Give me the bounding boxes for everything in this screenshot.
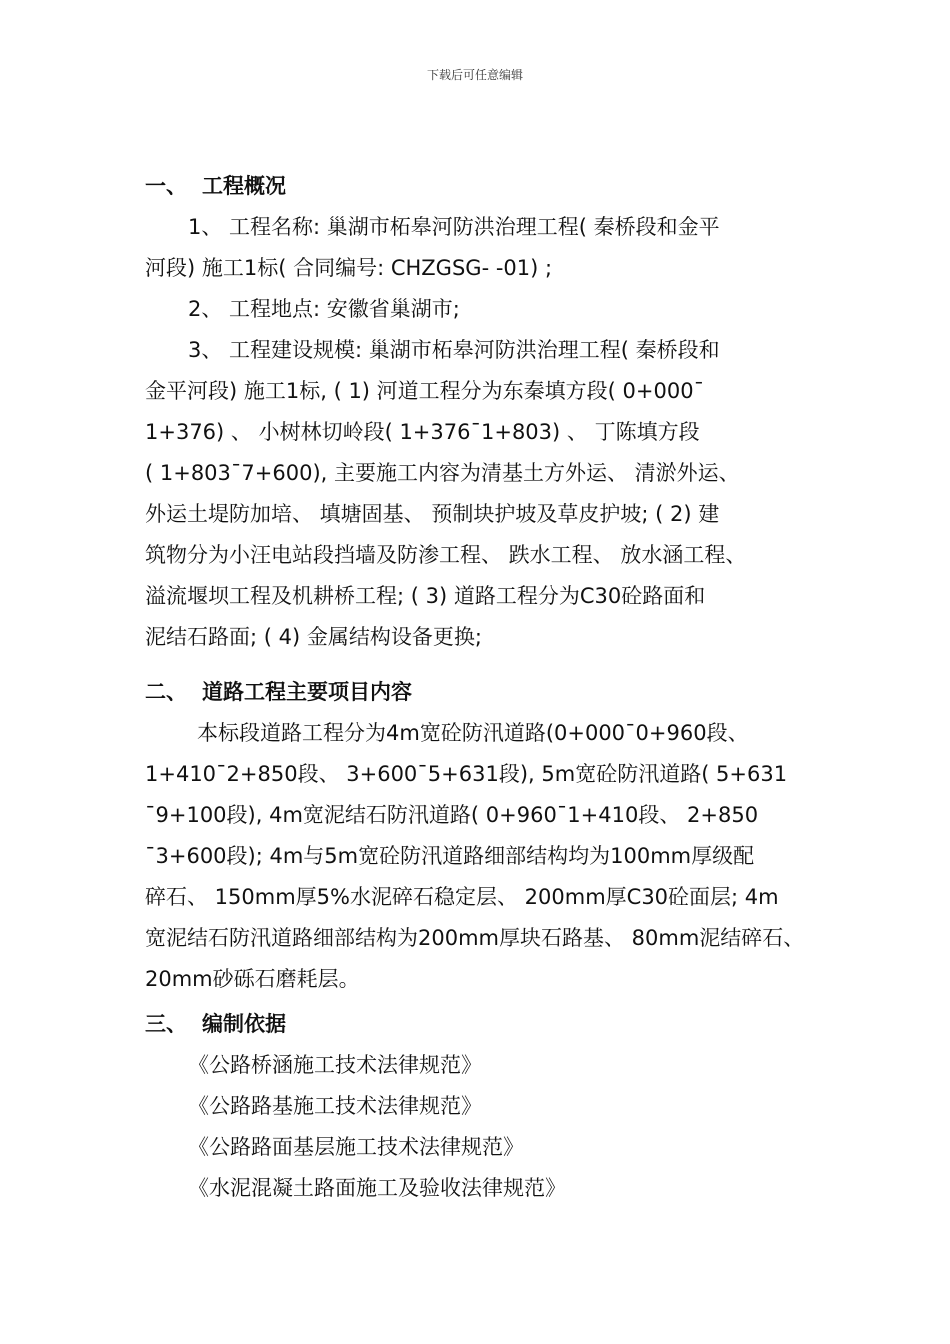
section-number: 三、 — [145, 1012, 187, 1036]
reference-item: 《水泥混凝土路面施工及验收法律规范》 — [188, 1176, 566, 1200]
reference-item: 《公路桥涵施工技术法律规范》 — [188, 1053, 482, 1077]
section-heading: 工程概况 — [202, 174, 286, 198]
page-header: 下载后可任意编辑 — [426, 68, 523, 82]
reference-item: 《公路路基施工技术法律规范》 — [188, 1094, 482, 1118]
text-line: 筑物分为小汪电站段挡墙及防渗工程、 跌水工程、 放水涵工程、 — [145, 543, 747, 567]
document-body — [145, 166, 825, 1209]
text-line: 本标段道路工程分为4m宽砼防汛道路(0+000¯0+960段、 — [197, 721, 749, 745]
text-line: 20mm砂砾石磨耗层。 — [145, 967, 360, 991]
text-line: 泥结石路面; ( 4) 金属结构设备更换; — [145, 625, 482, 649]
section-heading: 编制依据 — [202, 1012, 286, 1036]
reference-list — [145, 1045, 825, 1209]
text-line: 3、 工程建设规模: 巢湖市柘皋河防洪治理工程( 秦桥段和 — [188, 338, 720, 362]
section-title — [145, 672, 825, 713]
text-line: 溢流堰坝工程及机耕桥工程; ( 3) 道路工程分为C30砼路面和 — [145, 584, 706, 608]
text-line: 碎石、 150mm厚5%水泥碎石稳定层、 200mm厚C30砼面层; 4m — [145, 885, 779, 909]
section-paragraph — [145, 713, 825, 1000]
reference-item: 《公路路面基层施工技术法律规范》 — [188, 1135, 524, 1159]
section-number: 一、 — [145, 174, 187, 198]
text-line: 金平河段) 施工1标, ( 1) 河道工程分为东秦填方段( 0+000¯ — [145, 379, 705, 403]
text-line: 宽泥结石防汛道路细部结构为200mm厚块石路基、 80mm泥结碎石、 — [145, 926, 805, 950]
section-title — [145, 1004, 825, 1045]
text-line: 2、 工程地点: 安徽省巢湖市; — [188, 297, 460, 321]
text-line: ( 1+803¯7+600), 主要施工内容为清基土方外运、 清淤外运、 — [145, 461, 740, 485]
text-line: 外运土堤防加培、 填塘固基、 预制块护坡及草皮护坡; ( 2) 建 — [145, 502, 720, 526]
text-line: ¯9+100段), 4m宽泥结石防汛道路( 0+960¯1+410段、 2+850 — [145, 803, 759, 827]
text-line: ¯3+600段); 4m与5m宽砼防汛道路细部结构均为100mm厚级配 — [145, 844, 755, 868]
text-line: 1、 工程名称: 巢湖市柘皋河防洪治理工程( 秦桥段和金平 — [188, 215, 720, 239]
text-line: 1+376) 、 小树林切岭段( 1+376¯1+803) 、 丁陈填方段 — [145, 420, 700, 444]
section-heading: 道路工程主要项目内容 — [202, 680, 412, 704]
text-line: 1+410¯2+850段、 3+600¯5+631段), 5m宽砼防汛道路( 5+631 — [145, 762, 788, 786]
text-line: 河段) 施工1标( 合同编号: CHZGSG- -01) ; — [145, 256, 553, 280]
section-gap — [145, 658, 825, 672]
section-title — [145, 166, 825, 207]
section-number: 二、 — [145, 680, 187, 704]
section-paragraph — [145, 207, 825, 658]
